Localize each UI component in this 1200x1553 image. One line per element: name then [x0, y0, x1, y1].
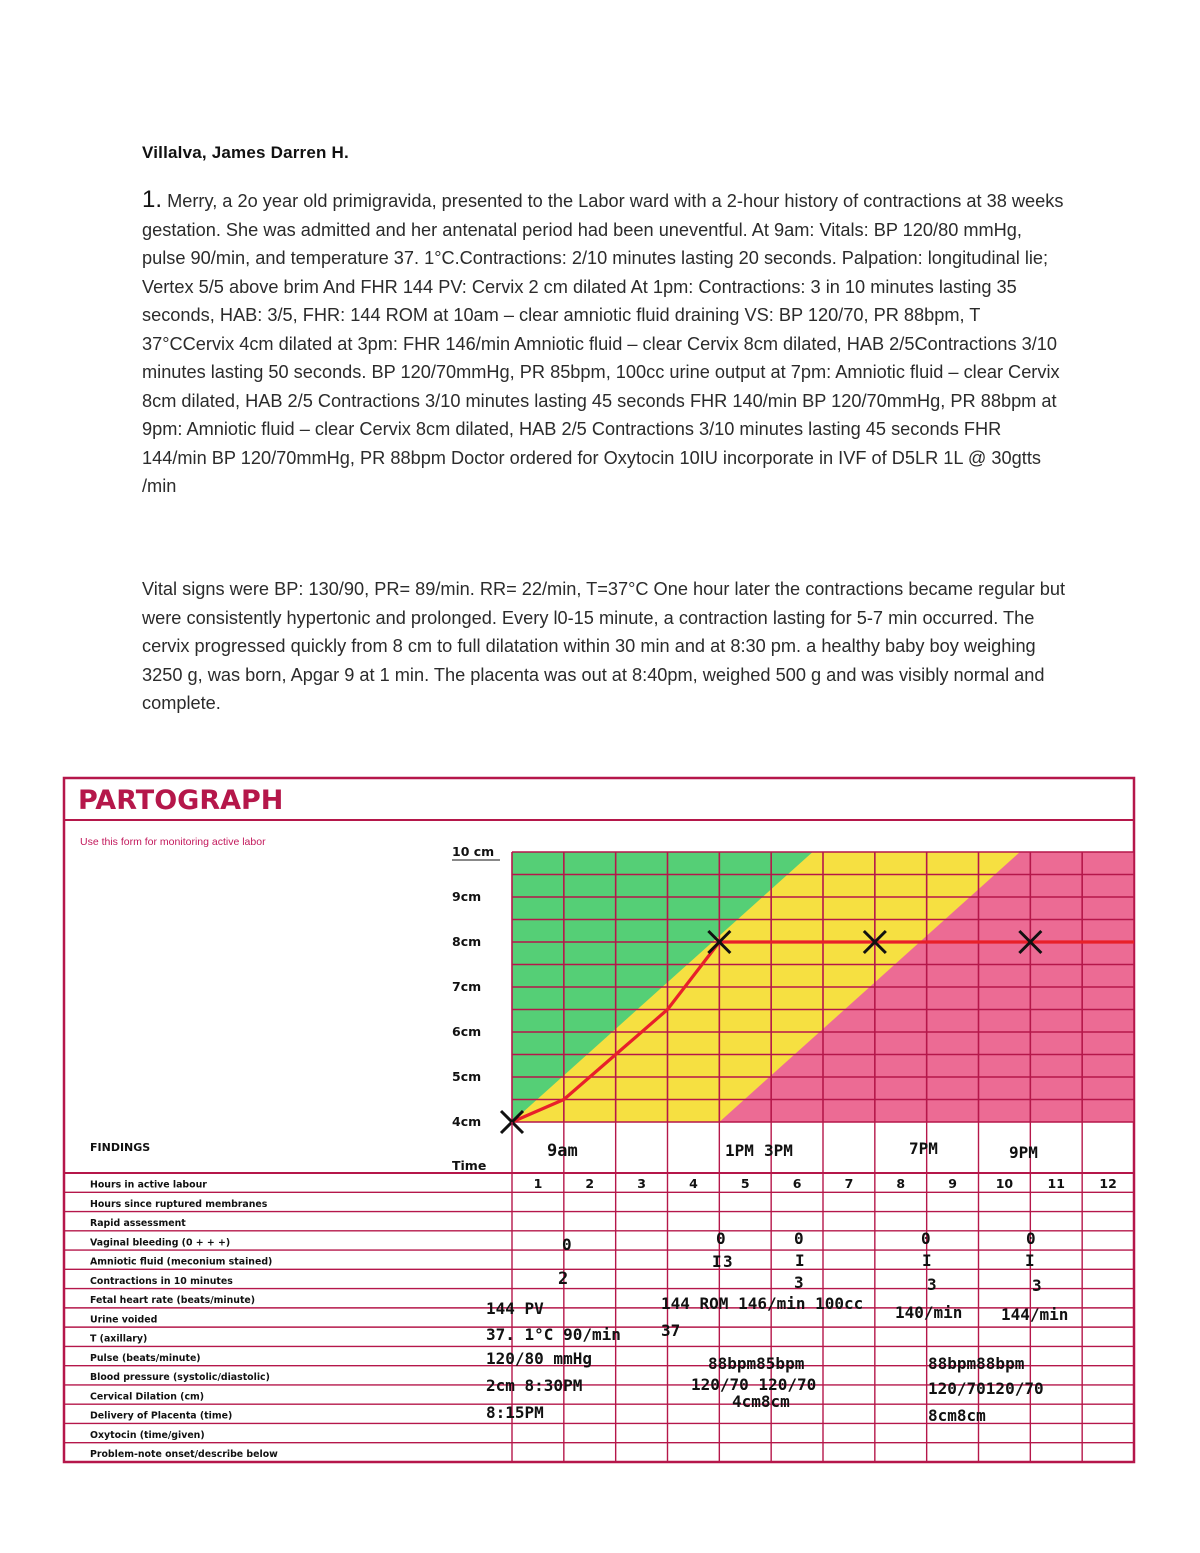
hour-label: 7	[844, 1176, 854, 1191]
note-col5-bp: 120/70 120/70	[691, 1375, 817, 1394]
note-col8-bp: 120/70120/70	[928, 1379, 1044, 1398]
y-tick-label: 4cm	[452, 1114, 482, 1129]
note-col5-pulse: 88bpm85bpm	[708, 1354, 805, 1373]
note-contractions-4: 3	[1032, 1276, 1042, 1295]
note-fluid-5: I	[1025, 1251, 1035, 1270]
hour-label: 4	[689, 1176, 698, 1191]
table-row-label: Blood pressure (systolic/diastolic)	[90, 1372, 270, 1384]
y-tick-label: 6cm	[452, 1024, 482, 1039]
table-row-label: Vaginal bleeding (0 + + +)	[90, 1237, 231, 1249]
note-fluid-3: I	[795, 1251, 805, 1270]
time-label: Time	[452, 1158, 487, 1173]
note-col1-fhr: 144 PV	[486, 1299, 544, 1318]
note-bleeding-2: 0	[716, 1229, 726, 1248]
question-number: 1.	[142, 186, 163, 213]
note-col1-temp: 37. 1°C 90/min	[486, 1325, 621, 1344]
table-row-label: Cervical Dilation (cm)	[90, 1391, 205, 1403]
hour-label: 8	[896, 1176, 906, 1191]
note-fluid-1: I	[712, 1252, 722, 1271]
table-row-label: Oxytocin (time/given)	[90, 1429, 205, 1441]
table-row-label: Amniotic fluid (meconium stained)	[90, 1256, 273, 1268]
note-col1-placenta: 8:15PM	[486, 1403, 544, 1422]
hour-label: 9	[948, 1176, 957, 1191]
y-tick-label: 8cm	[452, 934, 482, 949]
table-row-label: Rapid assessment	[90, 1218, 186, 1230]
table-row-label: Pulse (beats/minute)	[90, 1352, 201, 1364]
hour-label: 2	[585, 1176, 595, 1191]
note-contractions-3: 3	[927, 1275, 937, 1294]
table-row-label: T (axillary)	[90, 1333, 148, 1345]
note-col5-line2: 37	[661, 1321, 681, 1340]
table-row-label: Delivery of Placenta (time)	[90, 1410, 233, 1422]
y-tick-label: 9cm	[452, 889, 482, 904]
time-note-1pm: 1PM	[725, 1141, 754, 1160]
time-note-9am: 9am	[547, 1141, 578, 1161]
note-fluid-4: I	[922, 1251, 932, 1270]
note-col1-dilation: 2cm 8:30PM	[486, 1376, 583, 1395]
note-col1-bp: 120/80 mmHg	[486, 1349, 592, 1368]
note-bleeding-5: 0	[1026, 1229, 1036, 1248]
note-col8-dilation: 8cm8cm	[928, 1406, 986, 1425]
case-paragraph-2: Vital signs were BP: 130/90, PR= 89/min. RR= 22/min, T=37°C One hour later the contractions became regular but were consistently hypertonic and prolonged. Every l0-15 minute, a contraction lasting for 5-7 min occurred. The cervix progressed quickly from 8 cm to full dilatation within 30 min and at 8:30 pm. a healthy baby boy weighing 3250 g, was born, Apgar 9 at 1 min. The placenta was out at 8:40pm, weighed 500 g and was visibly normal and complete.	[142, 579, 1066, 713]
time-note-3pm: 3PM	[764, 1141, 793, 1160]
hour-label: 10	[995, 1176, 1014, 1191]
table-row-label: Hours since ruptured membranes	[90, 1198, 268, 1210]
hour-label: 12	[1099, 1176, 1117, 1191]
table-row-label: Problem-note onset/describe below	[90, 1449, 278, 1461]
table-row-label: Contractions in 10 minutes	[90, 1275, 233, 1287]
hour-label: 5	[740, 1176, 750, 1191]
note-fluid-2: 3	[723, 1252, 733, 1271]
hour-label: 3	[637, 1176, 646, 1191]
note-col5-line1: 144 ROM 146/min 100cc	[661, 1294, 864, 1313]
note-col8-pulse: 88bpm88bpm	[928, 1354, 1025, 1373]
table-row-label: Fetal heart rate (beats/minute)	[90, 1295, 256, 1307]
hour-label: 6	[792, 1176, 802, 1191]
time-note-7pm: 7PM	[909, 1139, 938, 1158]
y-tick-label: 7cm	[452, 979, 482, 994]
y-tick-label: 10 cm	[452, 844, 495, 859]
note-contractions-1: 2	[558, 1269, 569, 1289]
time-note-9pm: 9PM	[1009, 1143, 1038, 1162]
note-contractions-2: 3	[794, 1273, 804, 1292]
table-row-label: Urine voided	[90, 1314, 158, 1326]
note-col10-fhr: 144/min	[1001, 1305, 1069, 1324]
y-tick-label: 5cm	[452, 1069, 482, 1084]
hour-label: 11	[1047, 1176, 1065, 1191]
case-paragraph-1-text: Merry, a 2o year old primigravida, presented to the Labor ward with a 2-hour history of contractions at 38 weeks gestation. She was admitted and her antenatal period had been uneventful. At 9am: Vitals: BP 120/80 mmHg, pulse 90/min, and temperature 37. 1°C.Contractions: 2/10 minutes lasting 20 seconds. Palpation: longitudinal lie; Vertex 5/5 above brim And FHR 144 PV: Cervix 2 cm dilated At 1pm: Contractions: 3 in 10 minutes lasting 35 seconds, HAB: 3/5, FHR: 144 ROM at 10am – clear amniotic fluid draining VS: BP 120/70, PR 88bpm, T 37°CCervix 4cm dilated at 3pm: FHR 146/min Amniotic fluid – clear Cervix 8cm dilated, HAB 2/5Contractions 3/10 minutes lasting 50 seconds. BP 120/70mmHg, PR 85bpm, 100cc urine output at 7pm: Amniotic fluid – clear Cervix 8cm dilated, HAB 2/5 Contractions 3/10 minutes lasting 45 seconds FHR 140/min BP 120/70mmHg, PR 88bpm at 9pm: Amniotic fluid – clear Cervix 8cm dilated, HAB 2/5 Contractions 3/10 minutes lasting 45 seconds FHR 144/min BP 120/70mmHg, PR 88bpm Doctor ordered for Oxytocin 10IU incorporate in IVF of D5LR 1L @ 30gtts /min	[142, 191, 1064, 496]
hour-label: 1	[533, 1176, 543, 1191]
partograph-subtitle: Use this form for monitoring active labor	[80, 836, 266, 848]
note-col8-fhr: 140/min	[895, 1303, 963, 1322]
partograph-title: PARTOGRAPH	[78, 785, 284, 816]
note-col5-dilation: 4cm8cm	[732, 1392, 790, 1411]
author-name: Villalva, James Darren H.	[142, 143, 349, 162]
note-bleeding-1: 0	[562, 1235, 572, 1254]
note-bleeding-3: 0	[794, 1229, 804, 1248]
findings-label: FINDINGS	[90, 1141, 151, 1154]
note-bleeding-4: 0	[921, 1229, 931, 1248]
table-row-label: Hours in active labour	[90, 1179, 207, 1191]
